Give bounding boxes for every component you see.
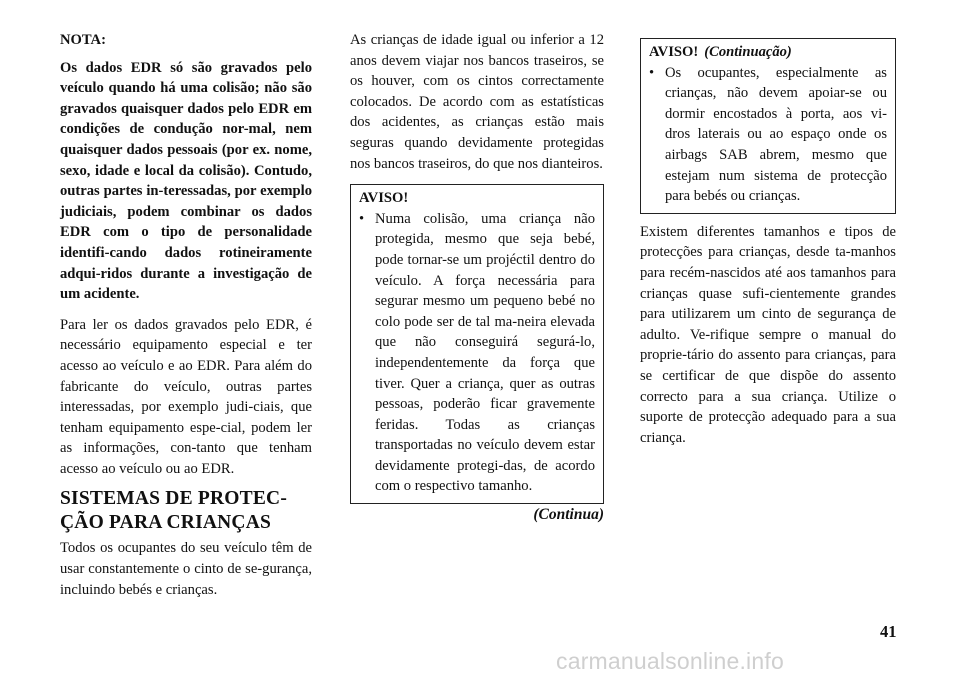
warning-bullet-text: Numa colisão, uma criança não protegida, mesmo que seja bebé, pode tornar-se um projéctil dentro do veículo. A força necessária para segurar mesmo um pequeno bebé no colo pode ser de tal ma-neira elevada que não conseguirá segurá-lo, independentemente da força que tiver. Quer a criança, quer as outras pessoas, poderão ficar gravemente feridas. Todas as crianças transportadas no veículo devem estar devidamente protegi-das, de acordo com o respectivo tamanho.: [375, 210, 595, 495]
warning-bullet: [359, 209, 595, 497]
section-paragraph: Todos os ocupantes do seu veículo têm de usar constantemente o cinto de se-gurança, incluindo bebés e crianças.: [60, 540, 312, 598]
warning-box: [350, 184, 604, 504]
watermark-text: carmanualsonline.info: [556, 648, 784, 674]
warning-bullet-continued: [649, 63, 887, 207]
bullet-icon: •: [359, 210, 365, 227]
warning-box-continued: [640, 38, 896, 214]
note-title: NOTA:: [60, 32, 106, 48]
warning-bullet-continued-text: Os ocupantes, especialmente as crianças, não devem apoiar-se ou dormir encostados à porta, aos vi-dros laterais ou ao espaço onde os airbags SAB abrem, mesmo que estejam num sistema de protecção para bebés ou crianças.: [665, 64, 887, 205]
continues-label: (Continua): [533, 506, 604, 524]
warning-title: AVISO!: [359, 190, 409, 207]
section-heading-line2: ÇÃO PARA CRIANÇAS: [60, 512, 272, 534]
column-2: [350, 30, 604, 524]
bullet-icon: •: [649, 64, 655, 81]
warning-title-text: AVISO!: [649, 44, 699, 60]
edr-paragraph: Para ler os dados gravados pelo EDR, é necessário equipamento especial e ter acesso ao veículo e ao EDR. Para além do fabricante do veículo, outras partes interessadas, por exemplo judi-ciais, que tenham equipamento espe-cial, podem ler as informações, con-tanto que tenham acesso ao veículo ou ao EDR.: [60, 316, 312, 477]
column-3: [640, 30, 896, 448]
warning-continued-label: (Continuação): [704, 44, 792, 60]
warning-title-continued: [649, 42, 887, 63]
note-body: Os dados EDR só são gravados pelo veículo quando há uma colisão; não são gravados quaisquer dados pelo EDR em condições de condução nor-mal, nem quaisquer dados pessoais (por ex. nome, sexo, idade e local da colisão). Contudo, outras partes in-teressadas, por exemplo judiciais, podem combinar os dados EDR com o tipo de personalidade identifi-cando dados rotineiramente adqui-ridos durante a investigação de um acidente.: [60, 59, 312, 303]
column-1: [60, 30, 312, 600]
types-paragraph: Existem diferentes tamanhos e tipos de protecções para crianças, desde ta-manhos para recém-nascidos até aos tamanhos para crianças quase sufi-cientemente grandes para utilizarem um cinto de segurança de adulto. Ve-rifique sempre o manual do proprie-tário do assento para crianças, para se certificar de que dispõe do assento correcto para a sua criança. Utilize o suporte de protecção adequado para a sua criança.: [640, 223, 896, 446]
page-number: 41: [880, 622, 897, 641]
children-paragraph: As crianças de idade igual ou inferior a 12 anos devem viajar nos bancos traseiros, se os houver, com os cintos correctamente colocados. De acordo com as estatísticas dos acidentes, as crianças estão mais seguras quando devidamente protegidas nos bancos traseiros, do que nos dianteiros.: [350, 32, 604, 172]
section-heading: [60, 487, 312, 535]
section-heading-line1: SISTEMAS DE PROTEC-: [60, 488, 288, 510]
